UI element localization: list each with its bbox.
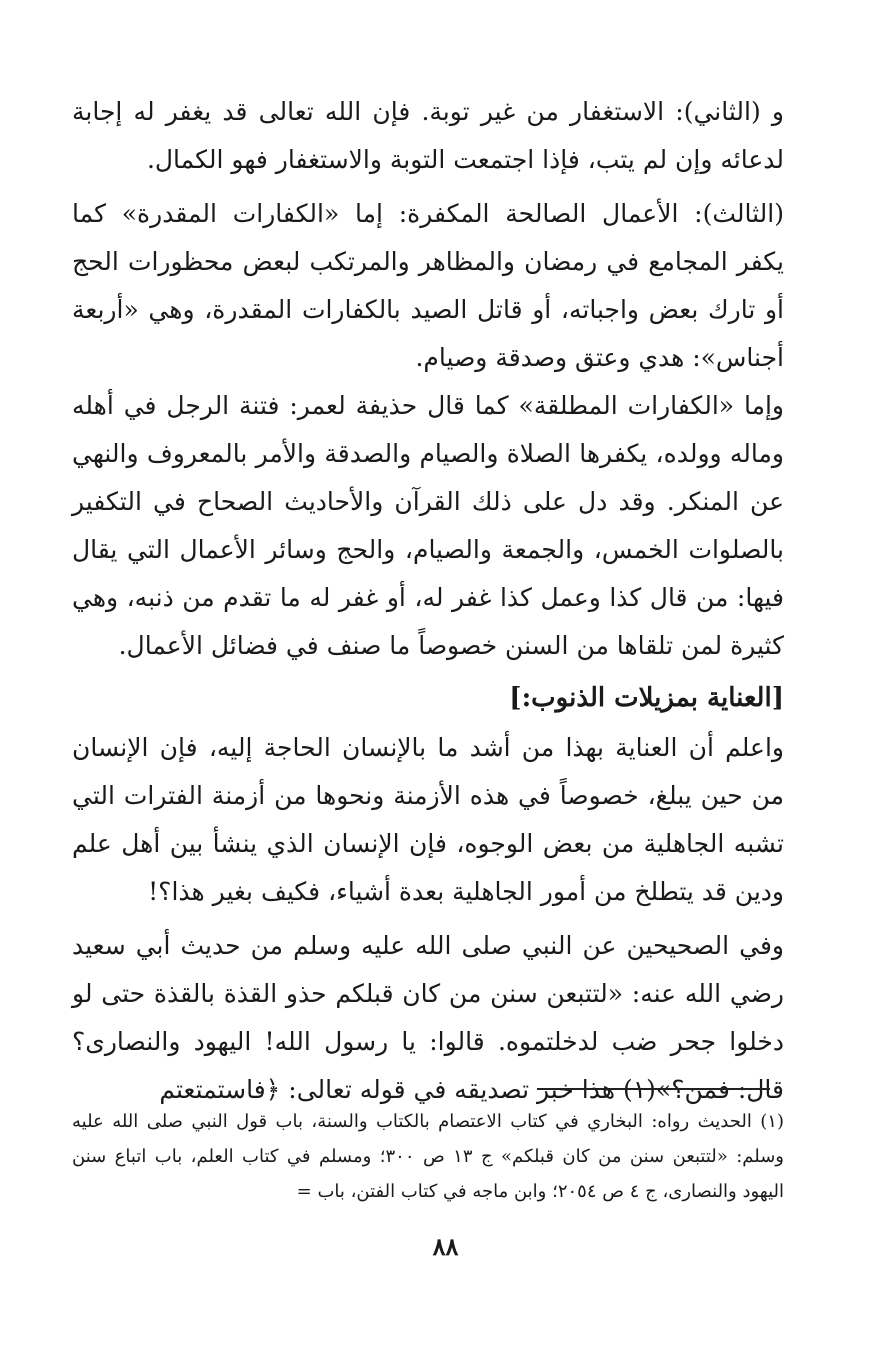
page-number: ٨٨ — [432, 1232, 459, 1261]
paragraph-absolute-expiations: وإما «الكفارات المطلقة» كما قال حذيفة لعمر: فتنة الرجل في أهله وماله وولده، يكفرها الصلاة والصيام والصدقة والأمر بالمعروف والنهي عن المنكر. وقد دل على ذلك القرآن والأحاديث الصحاح في التكفير بالصلوات الخمس، والجمعة والصيام، والحج وسائر الأعمال التي يقال فيها: من قال كذا وعمل كذا غفر له، أو غفر له ما تقدم من ذنبه، وهي كثيرة لمن تلقاها من السنن خصوصاً ما صنف في فضائل الأعمال. — [72, 391, 784, 660]
main-text — [72, 88, 784, 1114]
footnote — [72, 1104, 784, 1209]
footnote-divider — [537, 1088, 770, 1090]
section-heading: [العناية بمزيلات الذنوب:] — [509, 683, 784, 713]
paragraph-third: (الثالث): الأعمال الصالحة المكفرة: إما «الكفارات المقدرة» كما يكفر المجامع في رمضان والمظاهر والمرتكب لبعض محظورات الحج أو تارك بعض واجباته، أو قاتل الصيد بالكفارات المقدرة، وهي «أربعة أجناس»: هدي وعتق وصدقة وصيام. — [72, 199, 784, 372]
paragraph-importance: واعلم أن العناية بهذا من أشد ما بالإنسان الحاجة إليه، فإن الإنسان من حين يبلغ، خصوصاً في هذه الأزمنة ونحوها من أزمنة الفترات التي تشبه الجاهلية من بعض الوجوه، فإن الإنسان الذي ينشأ بين أهل علم ودين قد يتطلخ من أمور الجاهلية بعدة أشياء، فكيف بغير هذا؟! — [72, 733, 784, 906]
paragraph-second: و (الثاني): الاستغفار من غير توبة. فإن الله تعالى قد يغفر له إجابة لدعائه وإن لم يتب، فإذا اجتمعت التوبة والاستغفار فهو الكمال. — [72, 97, 784, 174]
paragraph-sahihayn-hadith: وفي الصحيحين عن النبي صلى الله عليه وسلم من حديث أبي سعيد رضي الله عنه: «لتتبعن سنن من كان قبلكم حذو القذة بالقذة حتى لو دخلوا جحر ضب لدخلتموه. قالوا: يا رسول الله! اليهود والنصارى؟ قال: فمن؟»(١) هذا خبر تصديقه في قوله تعالى: ﴿فاستمتعتم — [72, 931, 784, 1104]
footnote-text: (١) الحديث رواه: البخاري في كتاب الاعتصام بالكتاب والسنة، باب قول النبي صلى الله عليه وسلم: «لتتبعن سنن من كان قبلكم» ج ١٣ ص ٣٠٠؛ ومسلم في كتاب العلم، باب اتباع سنن اليهود والنصارى، ج ٤ ص ٢٠٥٤؛ وابن ماجه في كتاب الفتن، باب = — [72, 1111, 784, 1202]
